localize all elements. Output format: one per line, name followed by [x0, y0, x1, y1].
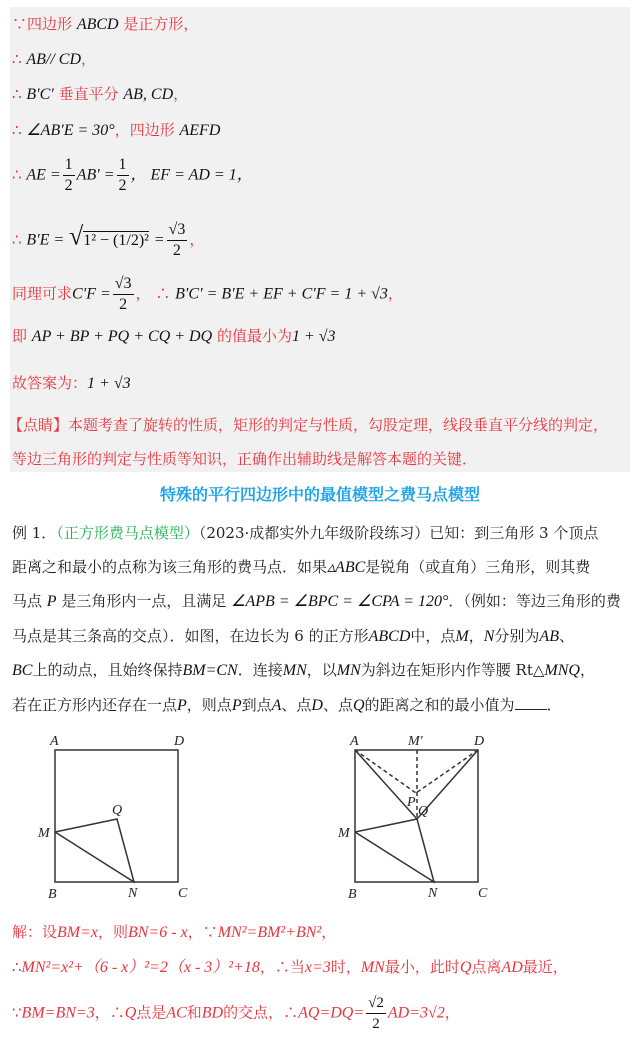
text: ， [321, 923, 337, 941]
math: C′F = [72, 285, 111, 303]
math: AB [539, 628, 559, 645]
math: = [153, 231, 165, 249]
therefore-symbol: ∴ [12, 230, 22, 249]
math: ▵ABC [327, 559, 366, 576]
math: B′E = [26, 231, 65, 249]
math: AB′ = [76, 166, 115, 184]
math: BN=6 - x [128, 924, 188, 941]
text: ，∴当 [259, 958, 305, 976]
text: 马点 [12, 592, 43, 610]
label-m: M [338, 826, 350, 841]
text: ，则点 [186, 696, 232, 714]
section-title: 特殊的平行四边形中的最值模型之费马点模型 [159, 485, 480, 504]
denominator: 2 [64, 177, 73, 194]
therefore-symbol: ∴ [12, 50, 22, 68]
numerator: √2 [366, 993, 386, 1014]
label-q: Q [112, 803, 123, 818]
because-symbol: ∵ [12, 15, 28, 33]
text: ．（例如：等边三角形的费 [448, 592, 621, 610]
comment-line-2: 等边三角形的判定与性质等知识，正确作出辅助线是解答本题的关键． [12, 450, 478, 468]
comment-line-1: 【点睛】本题考查了旋转的性质，矩形的判定与性质，勾股定理，线段垂直平分线的判定， [8, 416, 609, 434]
dashed-lines [355, 750, 478, 819]
text: ， [135, 284, 151, 303]
model-tag: （正方形费马点模型） [56, 524, 199, 542]
math: MN [282, 662, 307, 679]
text: ， [114, 121, 130, 139]
numerator: √3 [113, 274, 134, 295]
label-m-prime: M′ [408, 734, 423, 749]
label-a: A [50, 734, 59, 749]
text: 点离 [471, 958, 502, 976]
text: 马点是其三条高的交点）．如图，在边长为 6 的正方形 [12, 627, 369, 645]
math: AP + BP + PQ + CQ + DQ [31, 328, 213, 345]
text: 是三角形内一点，且满足 [61, 592, 227, 610]
triangle-mnq [55, 819, 134, 882]
answer-line-1 [12, 922, 336, 943]
text: 垂直平分 [58, 85, 119, 103]
math: MN²=x²+（6 - x）²=2（x - 3）²+18 [21, 959, 260, 976]
math: AQ=DQ= [298, 1004, 365, 1022]
label-d: D [174, 734, 185, 749]
denominator: 2 [118, 177, 127, 194]
numerator: 1 [117, 155, 129, 176]
label-n: N [428, 886, 438, 901]
text: 即 [12, 327, 28, 345]
example-number: 例 1． [12, 524, 57, 542]
text: 和 [186, 1003, 202, 1022]
math: B′C′ = B′E + EF + C′F = 1 + √3 [175, 285, 388, 303]
math: AD=3√2 [387, 1004, 445, 1022]
math: AD [501, 959, 523, 976]
denominator: 2 [119, 296, 128, 313]
text: 分别为 [494, 627, 540, 645]
text: 的距离之和的最小值为 [364, 696, 515, 714]
label-c: C [478, 886, 488, 901]
text: 距离之和最小的点称为该三角形的费马点．如果 [12, 558, 328, 576]
therefore-symbol: ∴ [12, 165, 22, 184]
text: ， [189, 230, 205, 249]
math: MN [360, 959, 385, 976]
math: P [231, 697, 242, 714]
text: 故答案为： [12, 374, 88, 392]
math: BC [12, 662, 33, 679]
math: BM=BN=3 [21, 1004, 95, 1022]
math: ABCD [76, 16, 119, 33]
math: AB, CD [123, 86, 174, 103]
text: 四边形 [27, 15, 73, 33]
math: BD [201, 1004, 224, 1022]
text: 中，点 [410, 627, 456, 645]
text: ，∵ [187, 923, 218, 941]
text: ，则 [98, 923, 129, 941]
text: 最近， [522, 958, 568, 976]
math: BM=CN [182, 662, 238, 679]
answer-line-3 [12, 993, 460, 1034]
math: ABCD [368, 628, 411, 645]
label-c: C [178, 886, 188, 901]
therefore-symbol: ∴ [12, 958, 22, 976]
math: D [311, 697, 323, 714]
math: 1 + √3 [291, 328, 336, 345]
math: Q [459, 959, 472, 976]
answer-line-2 [12, 957, 568, 978]
math: x=3 [304, 959, 331, 976]
label-a: A [350, 734, 359, 749]
math: Q [124, 1004, 137, 1022]
math: BM=x [57, 924, 99, 941]
text: 为斜边在矩形内作等腰 Rt△ [360, 661, 545, 679]
text: 、 [558, 627, 574, 645]
math: N [483, 628, 495, 645]
text: ，以 [306, 661, 337, 679]
text: 解：设 [12, 923, 58, 941]
therefore-symbol: ∴ [12, 85, 22, 103]
label-q: Q [418, 804, 429, 819]
text: 的值最小为 [216, 327, 292, 345]
text: ， [81, 50, 97, 68]
math: AEFD [179, 122, 221, 139]
text: ， [579, 661, 595, 679]
math: AC [166, 1004, 187, 1022]
label-n: N [128, 886, 138, 901]
math: AE = [26, 166, 61, 184]
text: 同理可求 [12, 284, 73, 303]
text: ，∴ [94, 1003, 125, 1022]
figure-left-labels [37, 734, 188, 902]
text: 点是 [136, 1003, 167, 1022]
label-d: D [474, 734, 485, 749]
text: 到点 [241, 696, 272, 714]
math: Q [352, 697, 365, 714]
math: P [46, 593, 57, 610]
math: MNQ [544, 662, 580, 679]
text: 是正方形， [123, 15, 199, 33]
label-b: B [48, 887, 57, 902]
math: 1² − (1/2)² [83, 231, 149, 249]
numerator: 1 [63, 155, 75, 176]
text: 若在正方形内还存在一点 [12, 696, 178, 714]
sqrt-sign: √ [68, 221, 84, 251]
math: 1 + √3 [87, 375, 131, 392]
math: A [271, 697, 282, 714]
numerator: √3 [167, 220, 188, 241]
text: ．连接 [237, 661, 283, 679]
label-m: M [38, 826, 50, 841]
math: ∠APB = ∠BPC = ∠CPA = 120° [231, 593, 449, 610]
text: 四边形 [129, 121, 175, 139]
text: 上的动点，且始终保持 [32, 661, 183, 679]
label-p: P [407, 795, 416, 810]
fraction [366, 993, 386, 1034]
text: ． [546, 696, 562, 714]
text: 是锐角（或直角）三角形，则其费 [365, 558, 591, 576]
text: ， [387, 284, 403, 303]
text: 最小，此时 [384, 958, 460, 976]
label-b: B [348, 887, 357, 902]
text: 、点 [322, 696, 353, 714]
math: B′C′ [26, 86, 54, 103]
text: 时， [330, 958, 361, 976]
denominator: 2 [372, 1016, 380, 1032]
math: ， EF = AD = 1， [130, 166, 253, 184]
therefore-symbol: ∴ [12, 121, 22, 139]
denominator: 2 [172, 242, 181, 259]
math: P [177, 697, 187, 714]
math: M [455, 628, 469, 645]
figure-right [355, 750, 478, 882]
because-symbol: ∵ [12, 1003, 22, 1022]
text: ， [468, 627, 484, 645]
math: AB// CD [26, 51, 81, 68]
math: MN²=BM²+BN² [217, 924, 322, 941]
therefore-symbol: ∴ [155, 284, 171, 303]
text: 、点 [281, 696, 312, 714]
text: 的交点，∴ [223, 1003, 299, 1022]
triangle-mnq [355, 819, 434, 882]
text: （2023·成都实外九年级阶段练习）已知：到三角形 3 个顶点 [198, 524, 599, 542]
text: ， [444, 1003, 460, 1022]
math: ∠AB′E = 30° [26, 122, 115, 139]
text: ， [173, 85, 189, 103]
math: MN [336, 662, 361, 679]
